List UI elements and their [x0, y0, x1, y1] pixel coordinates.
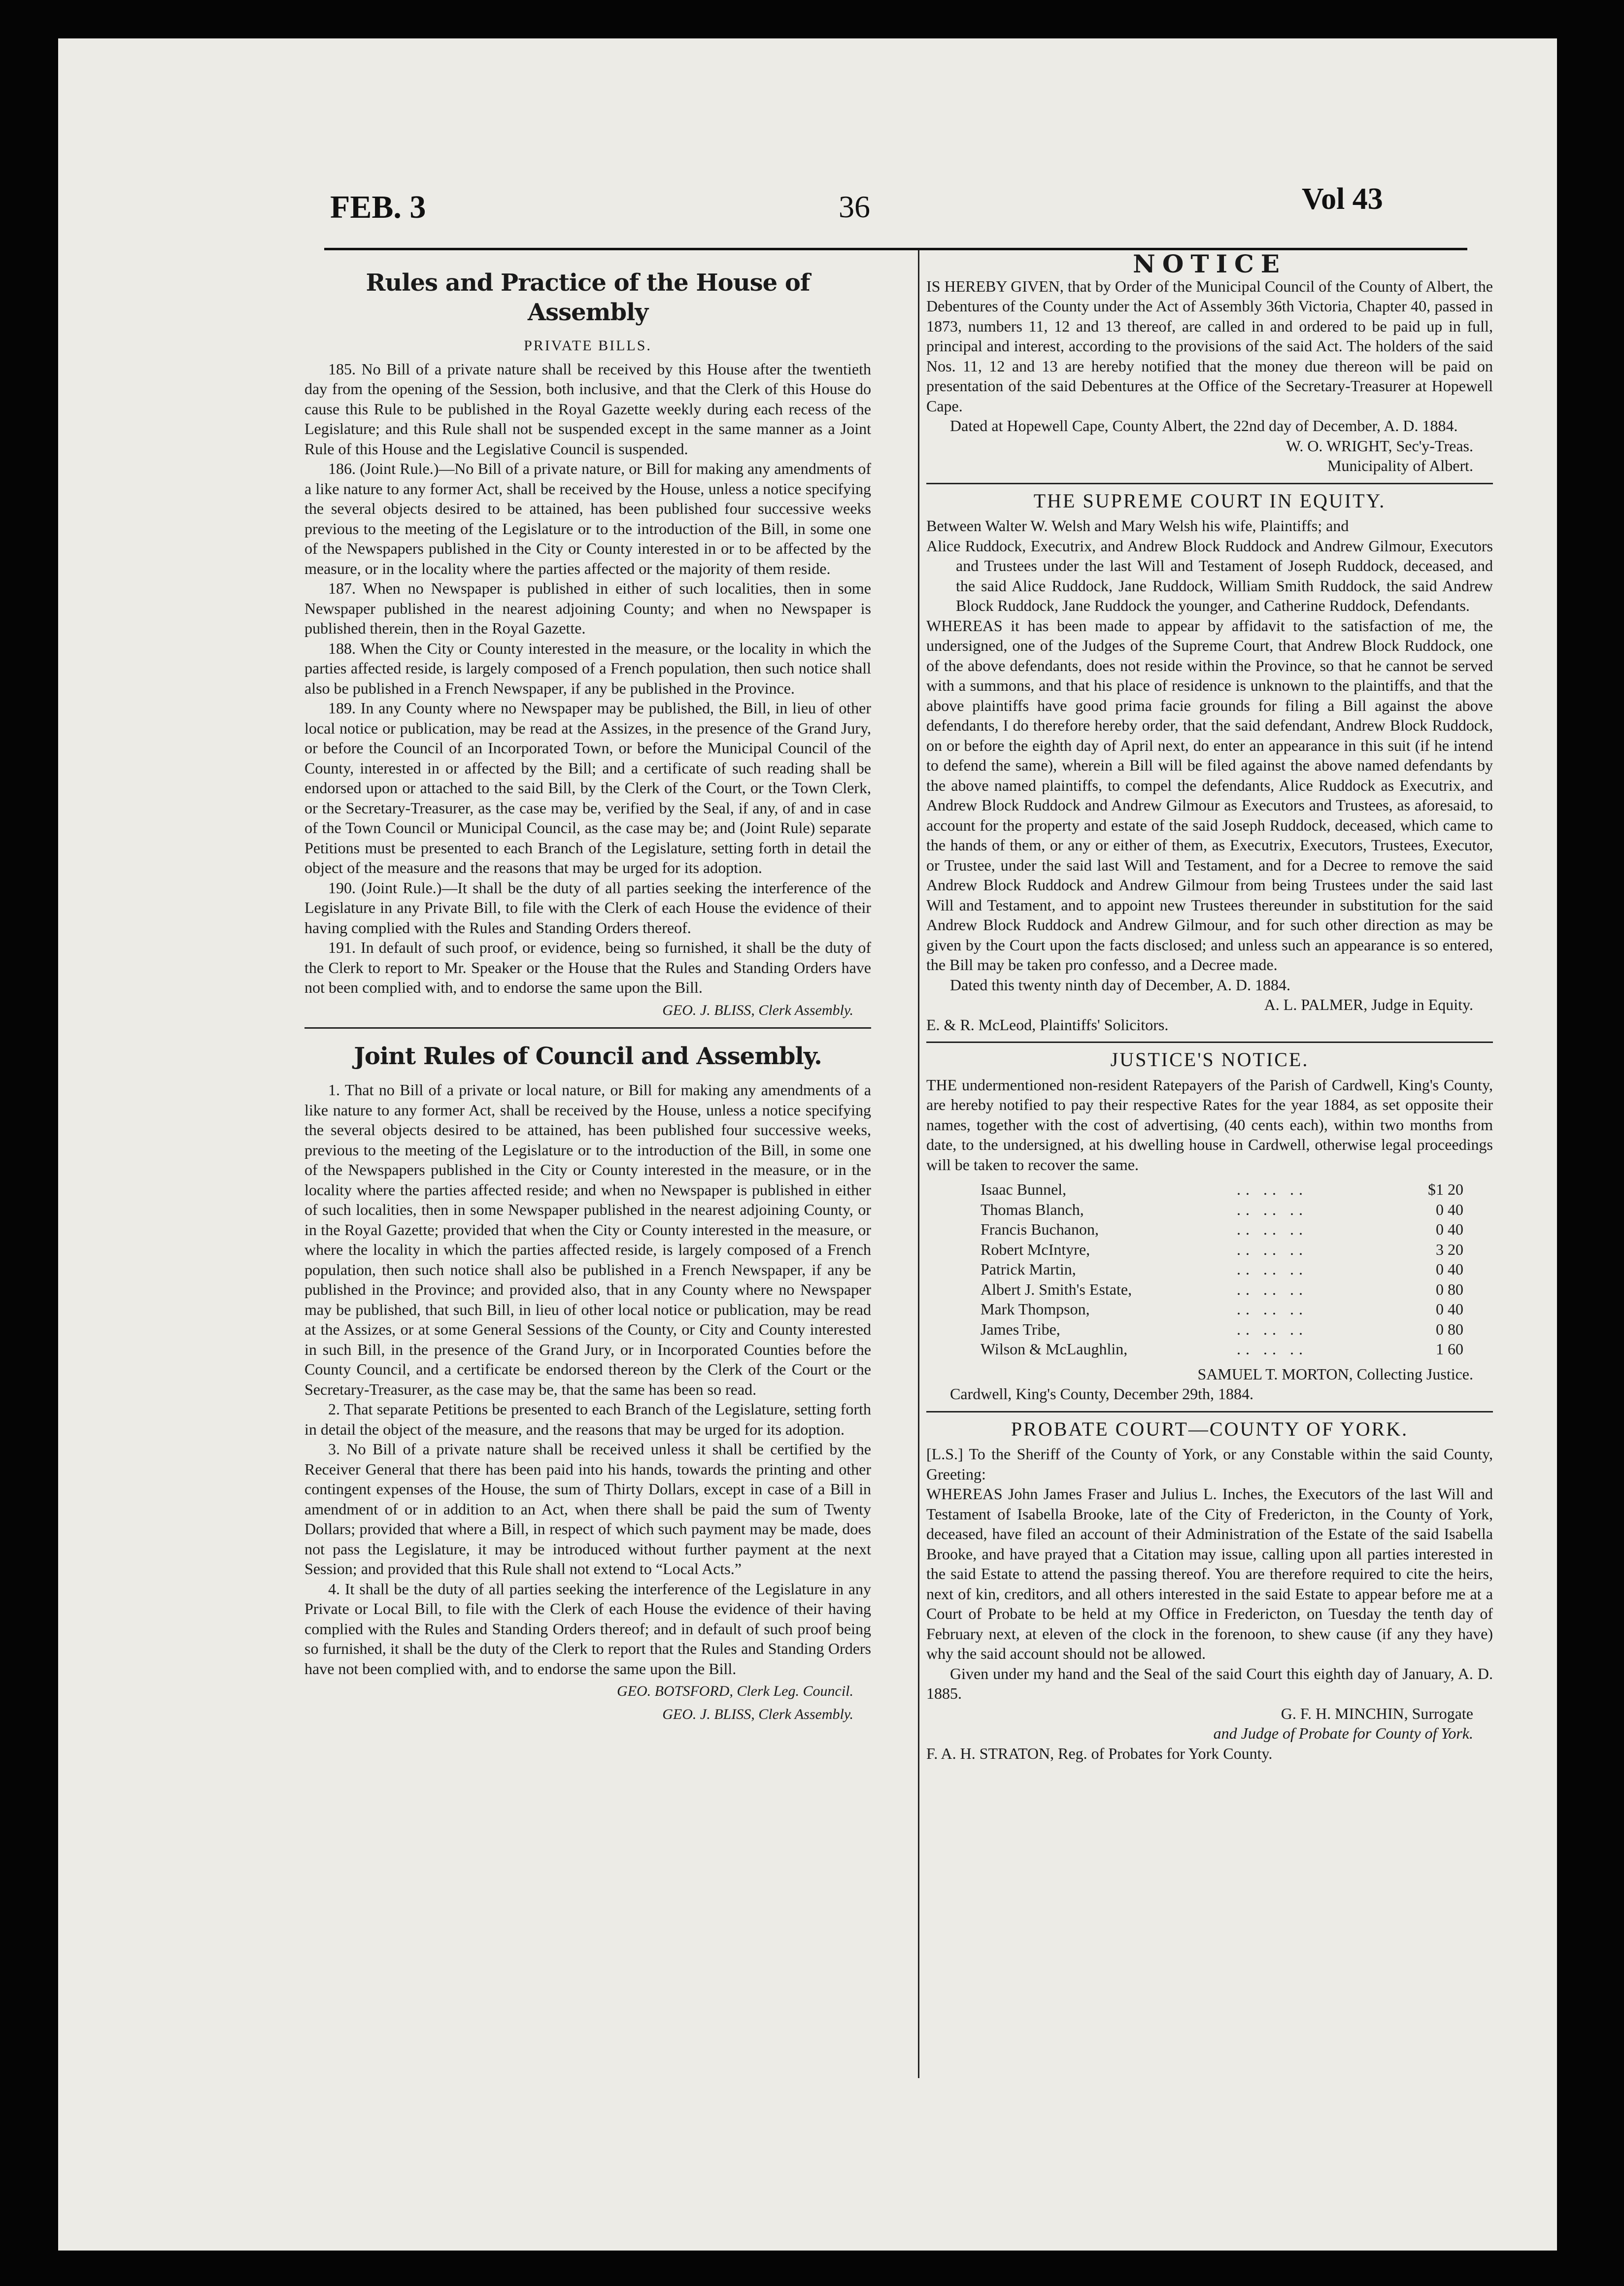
section-rule: [926, 1042, 1493, 1043]
rate-amount: 3 20: [1436, 1240, 1463, 1258]
header-rule: [324, 248, 1467, 250]
probate-body: WHEREAS John James Fraser and Julius L. Inches, the Executors of the last Will and Testament of Isabella Brooke, late of the City of Fredericton, in the County of York, deceased, have filed an account of their Administration of the Estate of the said Isabella Brooke, and have prayed that a Citation may issue, calling upon all parties interested in the said Estate to attend the passing thereof. You are therefore required to cite the heirs, next of kin, creditors, and all others interested in the said Estate to appear before me at a Court of Probate to be held at my Office in Fredericton, on Tuesday the tenth day of February next, at eleven of the clock in the forenoon, to shew cause (if any they have) why the said account should not be allowed.: [926, 1485, 1493, 1662]
probate-signature-title: and Judge of Probate for County of York.: [1213, 1724, 1473, 1742]
page-number: 36: [839, 189, 870, 224]
notice-dated: Dated at Hopewell Cape, County Albert, the 22nd day of December, A. D. 1884.: [950, 417, 1458, 435]
leader-dots: .. .. ..: [1237, 1260, 1308, 1278]
joint-rule-4: 4. It shall be the duty of all parties seeking the interference of the Legislature in any Private or Local Bill, to file with the Clerk of each House the evidence of their having complied with the Rules and Standing Orders thereof; and in default of such proof being so furnished, it shall be the duty of the Clerk to report that the Rules and Standing Orders have not been complied with, and to endorse the same upon the Bill.: [304, 1580, 871, 1678]
section-rule: [304, 1027, 871, 1029]
probate-address: To the Sheriff of the County of York, or any Constable within the said County, Greeting:: [926, 1445, 1493, 1483]
list-item: [981, 1259, 1493, 1279]
rules-subtitle: PRIVATE BILLS.: [524, 337, 652, 354]
equity-defendants: Alice Ruddock, Executrix, and Andrew Block Ruddock and Andrew Gilmour, Executors and Trustees under the last Will and Testament of Joseph Ruddock, deceased, and the said Alice Ruddock, Jane Ruddock, William Smith Ruddock, the said Andrew Block Ruddock, Jane Ruddock the younger, and Catherine Ruddock, Defendants.: [926, 537, 1493, 614]
leader-dots: .. .. ..: [1237, 1340, 1308, 1358]
joint-rules-title: Joint Rules of Council and Assembly.: [354, 1042, 822, 1070]
justice-heading: JUSTICE'S NOTICE.: [1110, 1048, 1309, 1071]
issue-date: FEB. 3: [330, 189, 426, 225]
list-item: [981, 1339, 1493, 1359]
rule-190: 190. (Joint Rule.)—It shall be the duty of all parties seeking the interference of the Legislature in any Private Bill, to file with the Clerk of each House the evidence of their having complied with the Rules and Standing Orders thereof.: [304, 878, 871, 937]
joint-signature-council: GEO. BOTSFORD, Clerk Leg. Council.: [617, 1683, 853, 1699]
joint-signature-assembly: GEO. J. BLISS, Clerk Assembly.: [662, 1706, 853, 1722]
joint-rule-1: 1. That no Bill of a private or local nature, or Bill for making any amendments of a like nature to any former Act, shall be received by the House, unless a notice specifying the several objects desired to be attained, has been published four successive weeks, previous to the meeting of the Legislature or to the introduction of the Bill, in some one of the Newspapers published in the City or County interested in the measure, or in the locality where the parties affected reside; and when no Newspaper is published in either of such localities, then in some Newspaper published in the nearest adjoining County, or in the Royal Gazette; provided that when the City or County interested in the measure, or where the locality in which the parties affected reside, is largely composed of a French population, then such notice shall also be published in a French Newspaper, if any be published in the Province; and provided also, that in any County where no Newspaper may be published, that such Bill, in lieu of other local notice or publication, may be read at the Assizes, or at some General Sessions of the County, or City and County interested in such Bill, in the presence of the Grand Jury, or in Incorporated Counties before the County Council, and a certificate be endorsed thereon by the Clerk of the Court or the Secretary-Treasurer, as the case may be, that the same has been so read.: [304, 1081, 871, 1398]
leader-dots: .. .. ..: [1237, 1300, 1308, 1318]
probate-seal: [L.S.]: [926, 1445, 963, 1463]
rate-amount: 1 60: [1436, 1340, 1463, 1358]
rate-amount: 0 40: [1436, 1300, 1463, 1318]
probate-registrar: F. A. H. STRATON, Reg. of Probates for York County.: [926, 1744, 1273, 1762]
notice-signature: W. O. WRIGHT, Sec'y-Treas.: [1286, 437, 1473, 455]
list-item: [981, 1240, 1493, 1260]
column-divider: [918, 250, 919, 2078]
leader-dots: .. .. ..: [1237, 1180, 1308, 1198]
ratepayer-name: Robert McIntyre,: [981, 1240, 1090, 1258]
ratepayer-name: James Tribe,: [981, 1320, 1060, 1338]
list-item: [981, 1179, 1493, 1200]
probate-heading: PROBATE COURT—COUNTY OF YORK.: [1011, 1417, 1409, 1440]
notice-signature-office: Municipality of Albert.: [1327, 457, 1473, 474]
left-column: [304, 255, 871, 1727]
rate-amount: 0 40: [1436, 1260, 1463, 1278]
right-column: [926, 249, 1493, 1763]
ratepayer-name: Mark Thompson,: [981, 1300, 1090, 1318]
probate-address-line: [926, 1444, 1493, 1484]
equity-solicitors: E. & R. McLeod, Plaintiffs' Solicitors.: [926, 1015, 1169, 1034]
notice-heading: NOTICE: [1133, 249, 1286, 278]
ratepayer-name: Francis Buchanon,: [981, 1220, 1099, 1238]
rate-amount: 0 80: [1436, 1320, 1463, 1338]
rule-188: 188. When the City or County interested in the measure, or the locality in which the parties affected reside, is largely composed of a French population, then such notice shall also be published in a French Newspaper, if any be published in the Province.: [304, 639, 871, 697]
running-head: [58, 182, 1557, 233]
list-item: [981, 1219, 1493, 1240]
list-item: [981, 1200, 1493, 1220]
notice-body: IS HEREBY GIVEN, that by Order of the Municipal Council of the County of Albert, the Debentures of the County under the Act of Assembly 36th Victoria, Chapter 40, passed in 1873, numbers 11, 12 and 13 thereof, are called in and ordered to be paid up in full, principal and interest, according to the provisions of the said Act. The holders of the said Nos. 11, 12 and 13 are hereby notified that the money due thereon will be paid on presentation of the said Debentures at the Office of the Secretary-Treasurer at Hopewell Cape.: [926, 277, 1493, 415]
ratepayer-name: Albert J. Smith's Estate,: [981, 1280, 1132, 1298]
equity-between: Between Walter W. Welsh and Mary Welsh his wife, Plaintiffs; and: [926, 517, 1349, 535]
justice-signature: SAMUEL T. MORTON, Collecting Justice.: [1197, 1365, 1473, 1383]
probate-signature: G. F. H. MINCHIN, Surrogate: [1281, 1704, 1473, 1722]
ratepayer-name: Isaac Bunnel,: [981, 1180, 1067, 1198]
rate-amount: 0 80: [1436, 1280, 1463, 1298]
list-item: [981, 1319, 1493, 1340]
rules-title: Rules and Practice of the House of Assembly: [366, 269, 810, 326]
joint-rule-3: 3. No Bill of a private nature shall be received unless it shall be certified by the Receiver General that there has been paid into his hands, towards the printing and other contingent expenses of the House, the sum of Thirty Dollars, except in case of a Bill in amendment of or in addition to an Act, when there shall be paid the sum of Twenty Dollars; provided that where a Bill, in respect of which such payment may be made, does not pass the Legislature, it may be introduced without further payment at the next Session; and provided that this Rule shall not extend to “Local Acts.”: [304, 1440, 871, 1578]
equity-dated: Dated this twenty ninth day of December, A. D. 1884.: [950, 975, 1291, 994]
leader-dots: .. .. ..: [1237, 1220, 1308, 1238]
ratepayer-list: [981, 1179, 1493, 1359]
section-rule: [926, 483, 1493, 484]
leader-dots: .. .. ..: [1237, 1200, 1308, 1218]
rate-amount: 0 40: [1436, 1200, 1463, 1218]
equity-body: WHEREAS it has been made to appear by affidavit to the satisfaction of me, the undersigned, one of the Judges of the Supreme Court, that Andrew Block Ruddock, one of the above defendants, does not reside within the Province, so that he cannot be served with a summons, and that his place of residence is unknown to the plaintiffs, and that the above plaintiffs have good prima facie grounds for filing a Bill against the above defendants, I do therefore hereby order, that the said defendant, Andrew Block Ruddock, on or before the eighth day of April next, do enter an appearance in this suit (if he intend to defend the same), wherein a Bill will be filed against the above named defendants by the above named plaintiffs, to compel the defendants, Alice Ruddock as Executrix, and Andrew Block Ruddock and Andrew Gilmour as Executors and Trustees, as aforesaid, to account for the property and estate of the said Joseph Ruddock, deceased, which came to the hands of them, or any or either of them, as Executrix, Executors, Trustees, Executor, or Trustee, under the said last Will and Testament, and for a Decree to remove the said Andrew Block Ruddock and Andrew Gilmour from being Trustees under the said last Will and Testament, and to appoint new Trustees thereunder in substitution for the said Andrew Block Ruddock and Andrew Gilmour, and for such other direction as may be given by the Court upon the facts disclosed; and unless such an appearance is so entered, the Bill may be taken pro confesso, and a Decree made.: [926, 616, 1493, 974]
rule-191: 191. In default of such proof, or evidence, being so furnished, it shall be the duty of the Clerk to report to Mr. Speaker or the House that the Rules and Standing Orders have not been complied with, and to endorse the same upon the Bill.: [304, 939, 871, 996]
justice-body: THE undermentioned non-resident Ratepayers of the Parish of Cardwell, King's County, are hereby notified to pay their respective Rates for the year 1884, as set opposite their names, together with the cost of advertising, (40 cents each), within two months from date, to the undersigned, at his dwelling house in Cardwell, otherwise legal proceedings will be taken to recover the same.: [926, 1076, 1493, 1174]
rule-186: 186. (Joint Rule.)—No Bill of a private nature, or Bill for making any amendments of a like nature to any former Act, shall be received by the House, unless a notice specifying the several objects desired to be attained, has been published four successive weeks previous to the meeting of the Legislature or to the introduction of the Bill, in some one of the Newspapers published in the City or County interested in or to be affected by the measure, or in the locality where the parties affected or the majority of them reside.: [304, 460, 871, 577]
rule-189: 189. In any County where no Newspaper may be published, the Bill, in lieu of other local notice or publication, may be read at the Assizes, in the presence of the Grand Jury, or before the Council of an Incorporated Town, or before the Municipal Council of the County, interested in or affected by the Bill; and a certificate of such reading shall be endorsed upon or attached to the said Bill, by the Clerk of the Court, or the Town Clerk, or the Secretary-Treasurer, as the case may be, verified by the Seal, if any, of and in case of the Town Council or Municipal Council, as the case may be; and (Joint Rule) separate Petitions must be presented to each Branch of the Legislature, setting forth in detail the object of the measure and the reasons that may be urged for its adoption.: [304, 699, 871, 876]
justice-dated: Cardwell, King's County, December 29th, 1884.: [950, 1385, 1254, 1403]
ratepayer-name: Thomas Blanch,: [981, 1200, 1084, 1218]
rate-amount: $1 20: [1428, 1180, 1463, 1198]
leader-dots: .. .. ..: [1237, 1280, 1308, 1298]
newspaper-page: [58, 38, 1557, 2251]
equity-heading: THE SUPREME COURT IN EQUITY.: [1033, 489, 1386, 512]
volume-number: Vol 43: [1302, 182, 1383, 216]
rule-187: 187. When no Newspaper is published in either of such localities, then in some Newspaper published in the nearest adjoining County; and when no Newspaper is published therein, then in the Royal Gazette.: [304, 579, 871, 637]
equity-judge: A. L. PALMER, Judge in Equity.: [1264, 996, 1473, 1013]
leader-dots: .. .. ..: [1237, 1320, 1308, 1338]
list-item: [981, 1279, 1493, 1300]
rules-signature: GEO. J. BLISS, Clerk Assembly.: [662, 1002, 853, 1018]
joint-rule-2: 2. That separate Petitions be presented to each Branch of the Legislature, setting forth in detail the object of the measure, and the reasons that may be urged for its adoption.: [304, 1400, 871, 1438]
probate-given: Given under my hand and the Seal of the said Court this eighth day of January, A. D. 1885.: [926, 1664, 1493, 1702]
rule-185: 185. No Bill of a private nature shall be received by this House after the twentieth day from the opening of the Session, both inclusive, and that the Clerk of this House do cause this Rule to be published in the Royal Gazette weekly during each recess of the Legislature; and this Rule shall not be suspended except in the same manner as a Joint Rule of this House and the Legislative Council is suspended.: [304, 360, 871, 458]
ratepayer-name: Wilson & McLaughlin,: [981, 1340, 1128, 1358]
list-item: [981, 1299, 1493, 1319]
ratepayer-name: Patrick Martin,: [981, 1260, 1076, 1278]
section-rule: [926, 1411, 1493, 1412]
leader-dots: .. .. ..: [1237, 1240, 1308, 1258]
rate-amount: 0 40: [1436, 1220, 1463, 1238]
